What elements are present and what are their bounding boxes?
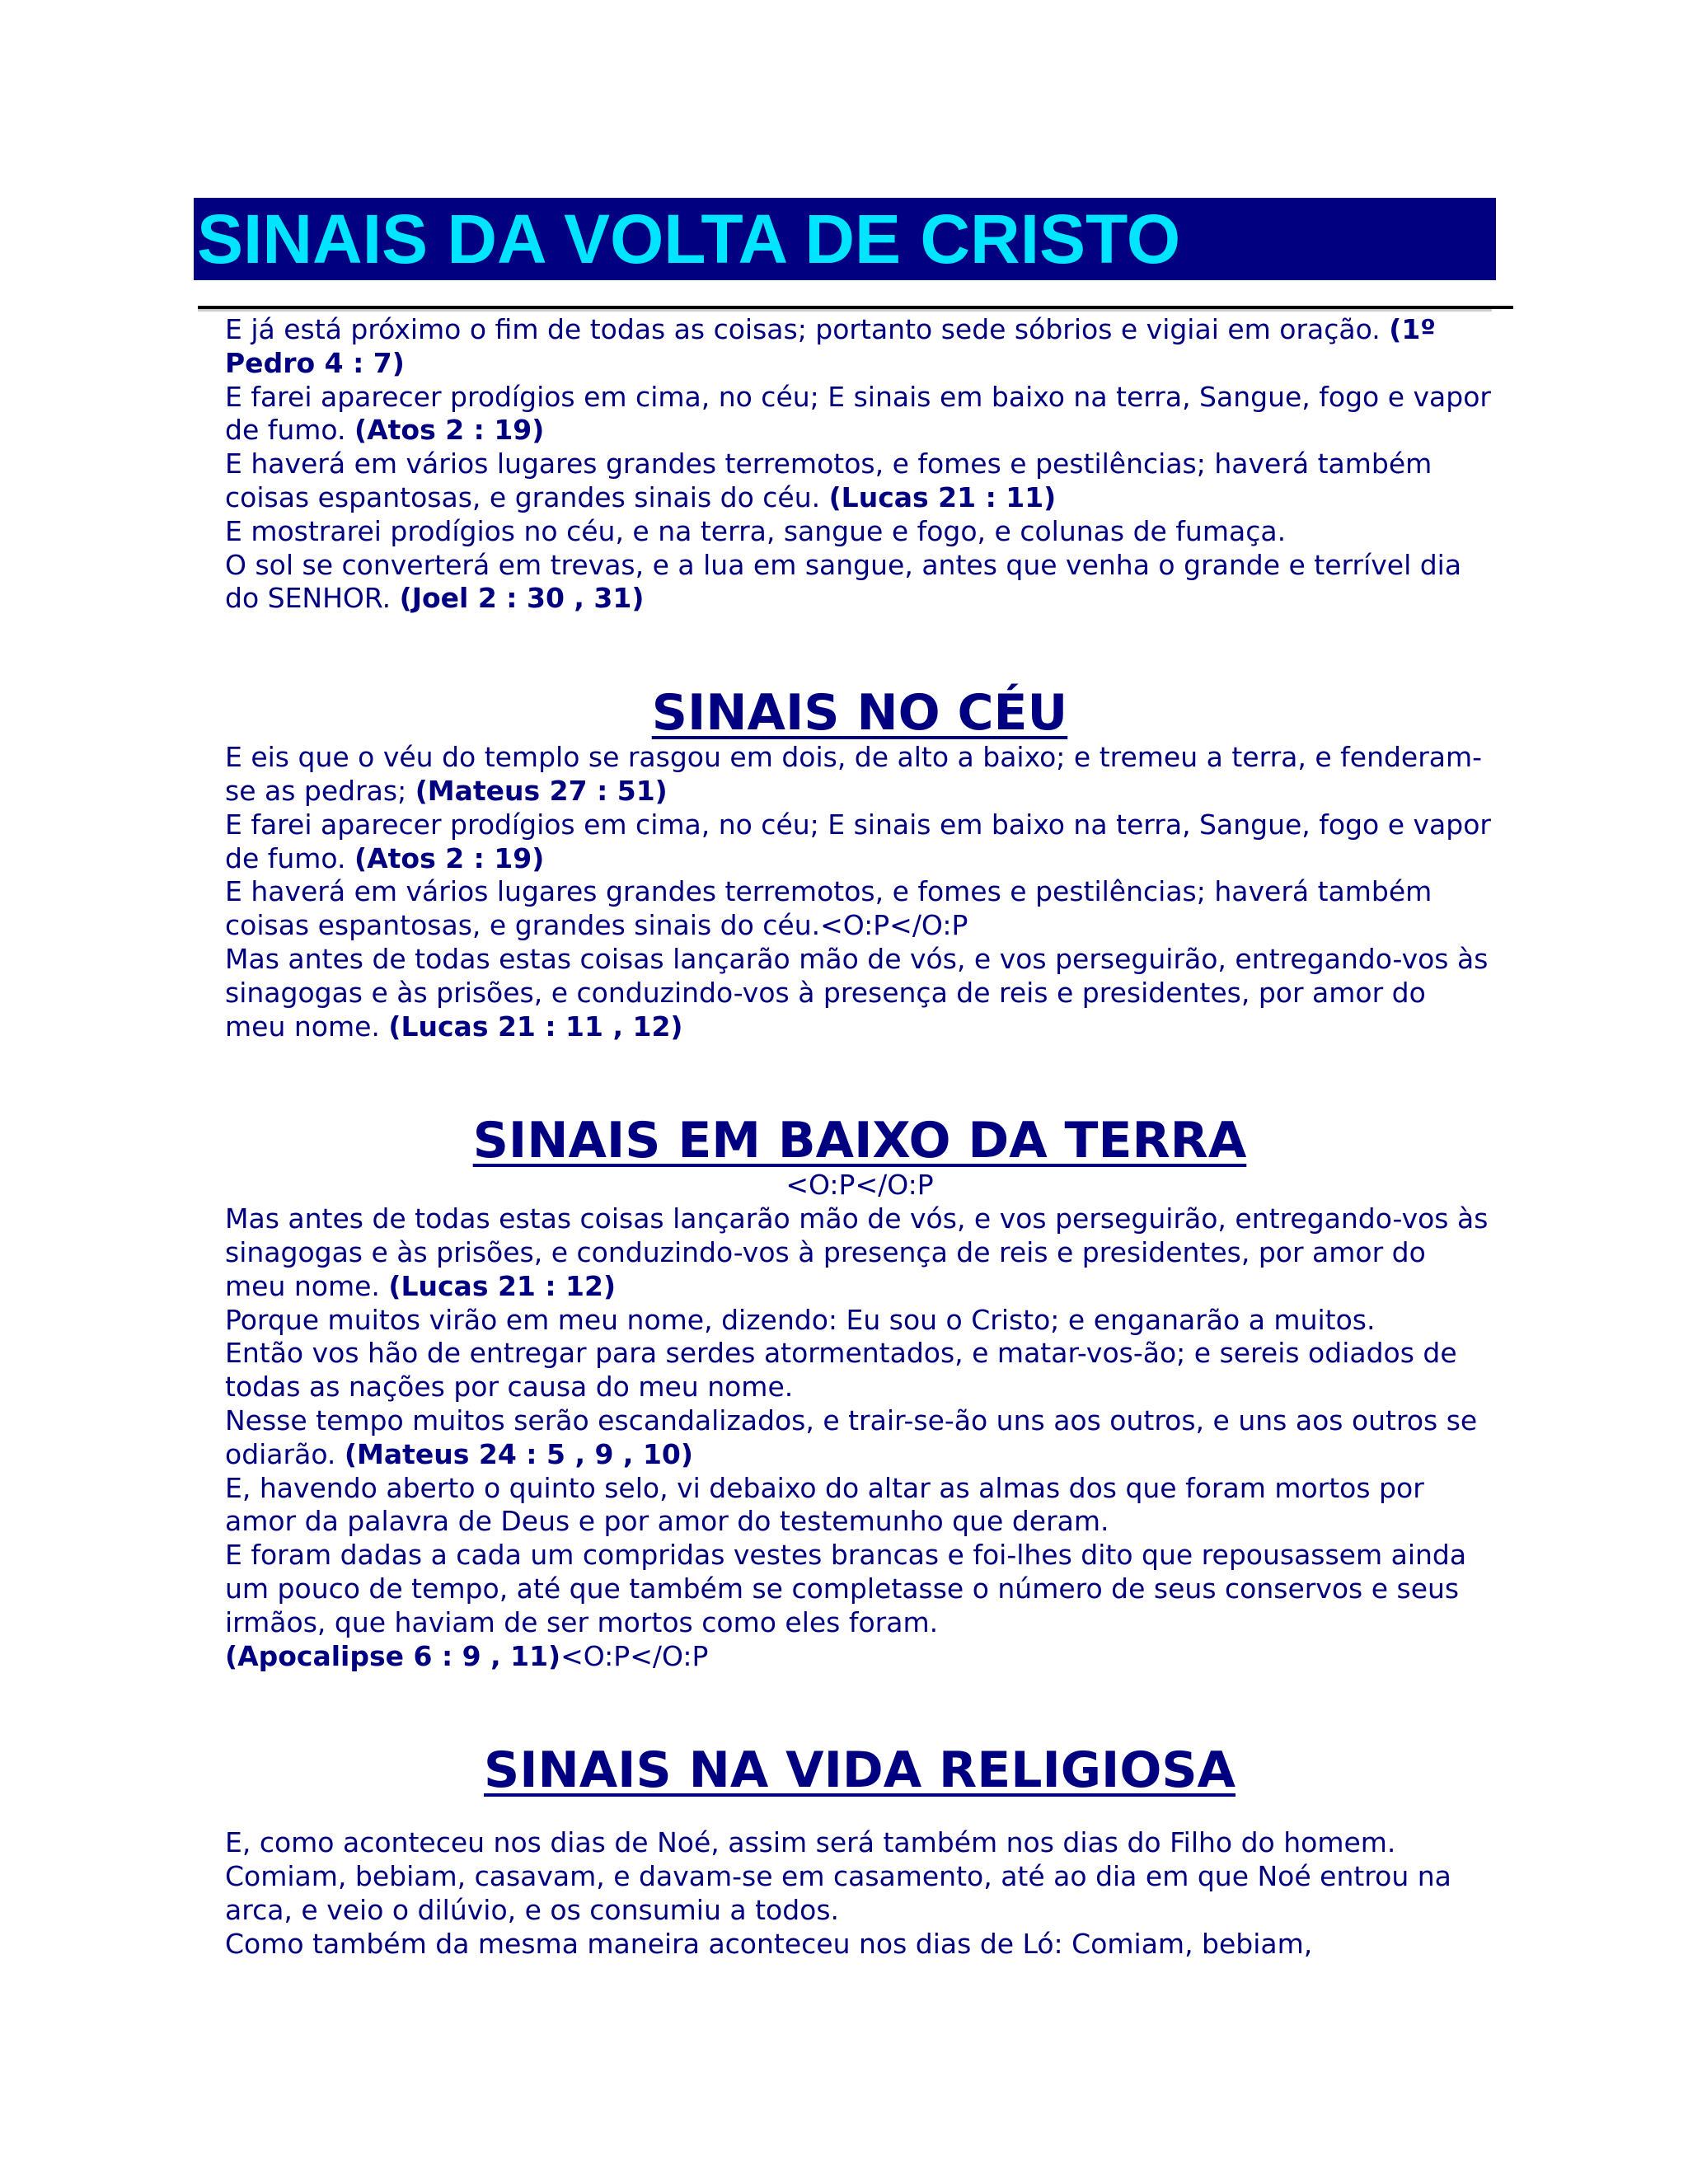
verse-paragraph: E haverá em vários lugares grandes terremotos, e fomes e pestilências; haverá também coisas espantosas, e grandes sinais do céu. (Lucas 21 : 11) — [225, 448, 1432, 513]
verse-reference: (Lucas 21 : 11 , 12) — [388, 1010, 683, 1043]
verse-paragraph: Nesse tempo muitos serão escandalizados, e trair-se-ão uns aos outros, e uns aos outros se odiarão. (Mateus 24 : 5 , 9 , 10) — [225, 1404, 1478, 1470]
verse-reference: (Mateus 27 : 51) — [415, 774, 668, 807]
verse-paragraph: (Apocalipse 6 : 9 , 11)<O:P</O:P — [225, 1639, 709, 1672]
verse-paragraph: E farei aparecer prodígios em cima, no céu; E sinais em baixo na terra, Sangue, fogo e vapor de fumo. (Atos 2 : 19) — [225, 808, 1491, 874]
verse-reference: (Lucas 21 : 11) — [828, 480, 1057, 513]
title-divider-shadow — [198, 309, 1492, 312]
intro-section — [225, 313, 1494, 616]
verse-reference: (Mateus 24 : 5 , 9 , 10) — [344, 1437, 693, 1470]
verse-paragraph: E já está próximo o fim de todas as coisas; portanto sede sóbrios e vigiai em oração. (1º Pedro 4 : 7) — [225, 313, 1436, 379]
section-sinais-em-baixo-da-terra — [225, 1113, 1494, 1673]
verse-reference: (1º Pedro 4 : 7) — [225, 313, 1436, 379]
page-title: SINAIS DA VOLTA DE CRISTO — [197, 200, 1181, 278]
verse-paragraph: Então vos hão de entregar para serdes atormentados, e matar-vos-ão; e sereis odiados de todas as nações por causa do meu nome. — [225, 1337, 1457, 1404]
section-heading: SINAIS EM BAIXO DA TERRA — [472, 1112, 1247, 1170]
section-sinais-na-vida-religiosa — [225, 1742, 1494, 1961]
verse-paragraph: E foram dadas a cada um compridas vestes brancas e foi-lhes dito que repousassem ainda um pouco de tempo, até que também se completasse o número de seus conservos e seus irmãos, que haviam de ser mortos como eles foram. — [225, 1539, 1467, 1638]
markup-artifact-line: <O:P</O:P — [785, 1169, 934, 1202]
title-banner — [194, 198, 1496, 280]
verse-paragraph: E, havendo aberto o quinto selo, vi debaixo do altar as almas dos que foram mortos por amor da palavra de Deus e por amor do testemunho que deram. — [225, 1471, 1424, 1538]
verse-paragraph: Mas antes de todas estas coisas lançarão mão de vós, e vos perseguirão, entregando-vos às sinagogas e às prisões, e conduzindo-vos à presença de reis e presidentes, por amor do meu nome. (Lucas 21 : 12) — [225, 1202, 1489, 1302]
verse-paragraph: E farei aparecer prodígios em cima, no céu; E sinais em baixo na terra, Sangue, fogo e vapor de fumo. (Atos 2 : 19) — [225, 380, 1491, 447]
verse-paragraph: E mostrarei prodígios no céu, e na terra, sangue e fogo, e colunas de fumaça. — [225, 514, 1287, 547]
verse-reference: (Apocalipse 6 : 9 , 11) — [225, 1639, 561, 1672]
section-sinais-no-ceu — [225, 685, 1494, 1043]
verse-paragraph: Comiam, bebiam, casavam, e davam-se em casamento, até ao dia em que Noé entrou na arca, e veio o dilúvio, e os consumiu a todos. — [225, 1860, 1451, 1926]
verse-reference: (Lucas 21 : 12) — [388, 1269, 617, 1302]
verse-reference: (Atos 2 : 19) — [354, 841, 545, 874]
document-body — [225, 313, 1494, 1961]
verse-paragraph: E haverá em vários lugares grandes terremotos, e fomes e pestilências; haverá também coisas espantosas, e grandes sinais do céu.<O:P</O:P — [225, 875, 1432, 942]
verse-paragraph: Como também da mesma maneira aconteceu nos dias de Ló: Comiam, bebiam, — [225, 1927, 1313, 1960]
verse-paragraph: E eis que o véu do templo se rasgou em dois, de alto a baixo; e tremeu a terra, e fenderam-se as pedras; (Mateus 27 : 51) — [225, 741, 1483, 807]
verse-reference: (Joel 2 : 30 , 31) — [399, 582, 645, 615]
verse-reference: (Atos 2 : 19) — [354, 414, 545, 447]
verse-paragraph: E, como aconteceu nos dias de Noé, assim será também nos dias do Filho do homem. — [225, 1826, 1396, 1859]
verse-paragraph: Porque muitos virão em meu nome, dizendo: Eu sou o Cristo; e enganarão a muitos. — [225, 1303, 1376, 1336]
section-heading: SINAIS NO CÉU — [651, 684, 1068, 743]
verse-paragraph: Mas antes de todas estas coisas lançarão mão de vós, e vos perseguirão, entregando-vos às sinagogas e às prisões, e conduzindo-vos à presença de reis e presidentes, por amor do meu nome. (Lucas 21 : 11 , 12) — [225, 942, 1489, 1043]
section-heading: SINAIS NA VIDA RELIGIOSA — [483, 1741, 1236, 1800]
verse-paragraph: O sol se converterá em trevas, e a lua em sangue, antes que venha o grande e terrível dia do SENHOR. (Joel 2 : 30 , 31) — [225, 548, 1462, 615]
